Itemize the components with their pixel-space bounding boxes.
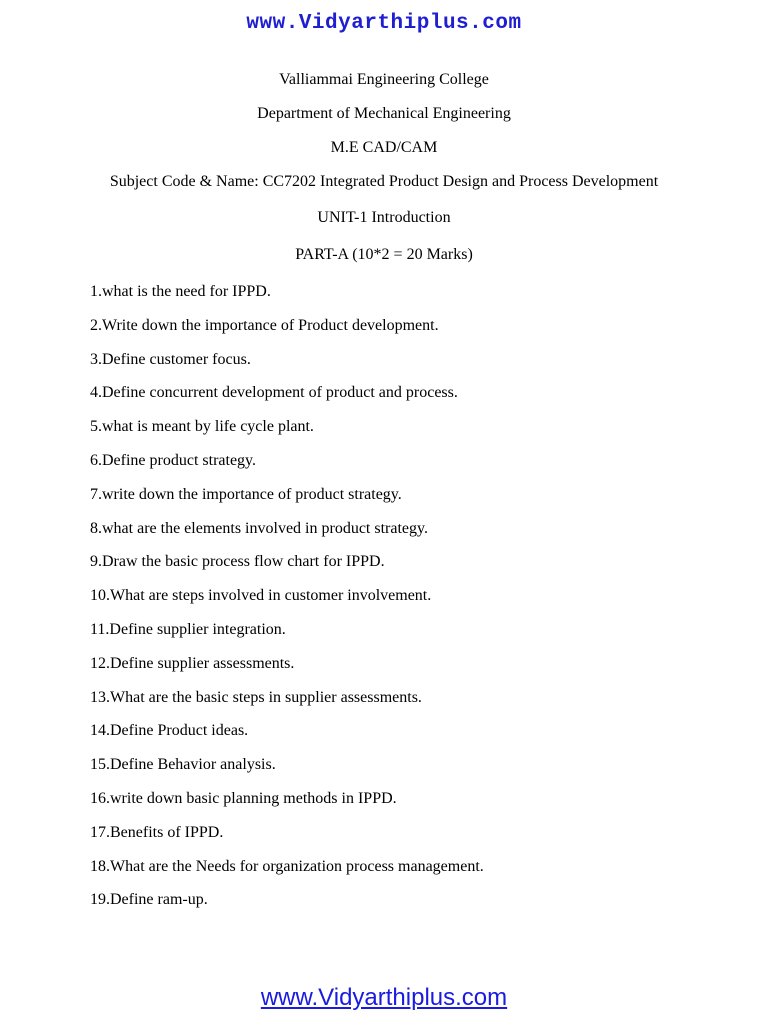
question-item: 13.What are the basic steps in supplier assessments. xyxy=(90,688,422,706)
question-item: 1.what is the need for IPPD. xyxy=(90,283,271,300)
department-name: Department of Mechanical Engineering xyxy=(257,105,511,122)
question-item: 18.What are the Needs for organization process management. xyxy=(90,857,484,875)
subject-line: Subject Code & Name: CC7202 Integrated Product Design and Process Development xyxy=(109,173,659,190)
question-item: 14.Define Product ideas. xyxy=(90,722,249,740)
question-list xyxy=(90,282,484,924)
question-item: 11.Define supplier integration. xyxy=(90,620,286,638)
question-item: 16.write down basic planning methods in IPPD. xyxy=(90,789,397,807)
programme-name: M.E CAD/CAM xyxy=(330,139,438,156)
footer-site-link[interactable]: www.Vidyarthiplus.com xyxy=(260,984,508,1011)
question-item: 9.Draw the basic process flow chart for IPPD. xyxy=(90,553,385,571)
part-heading: PART-A (10*2 = 20 Marks) xyxy=(295,246,473,263)
college-name: Valliammai Engineering College xyxy=(279,71,489,88)
question-item: 12.Define supplier assessments. xyxy=(90,654,295,672)
question-item: 6.Define product strategy. xyxy=(90,451,257,469)
header-site-link[interactable]: www.Vidyarthiplus.com xyxy=(246,12,522,35)
question-item: 7.write down the importance of product strategy. xyxy=(90,485,402,503)
question-item: 3.Define customer focus. xyxy=(90,350,251,368)
question-item: 10.What are steps involved in customer involvement. xyxy=(90,587,432,605)
question-item: 4.Define concurrent development of product and process. xyxy=(90,384,458,402)
question-item: 8.what are the elements involved in product strategy. xyxy=(90,519,428,537)
question-item: 15.Define Behavior analysis. xyxy=(90,756,276,774)
question-item: 17.Benefits of IPPD. xyxy=(90,823,224,841)
question-item: 5.what is meant by life cycle plant. xyxy=(90,418,314,436)
question-item: 19.Define ram-up. xyxy=(90,891,208,909)
question-item: 2.Write down the importance of Product development. xyxy=(90,316,439,334)
unit-title: UNIT-1 Introduction xyxy=(317,209,451,226)
